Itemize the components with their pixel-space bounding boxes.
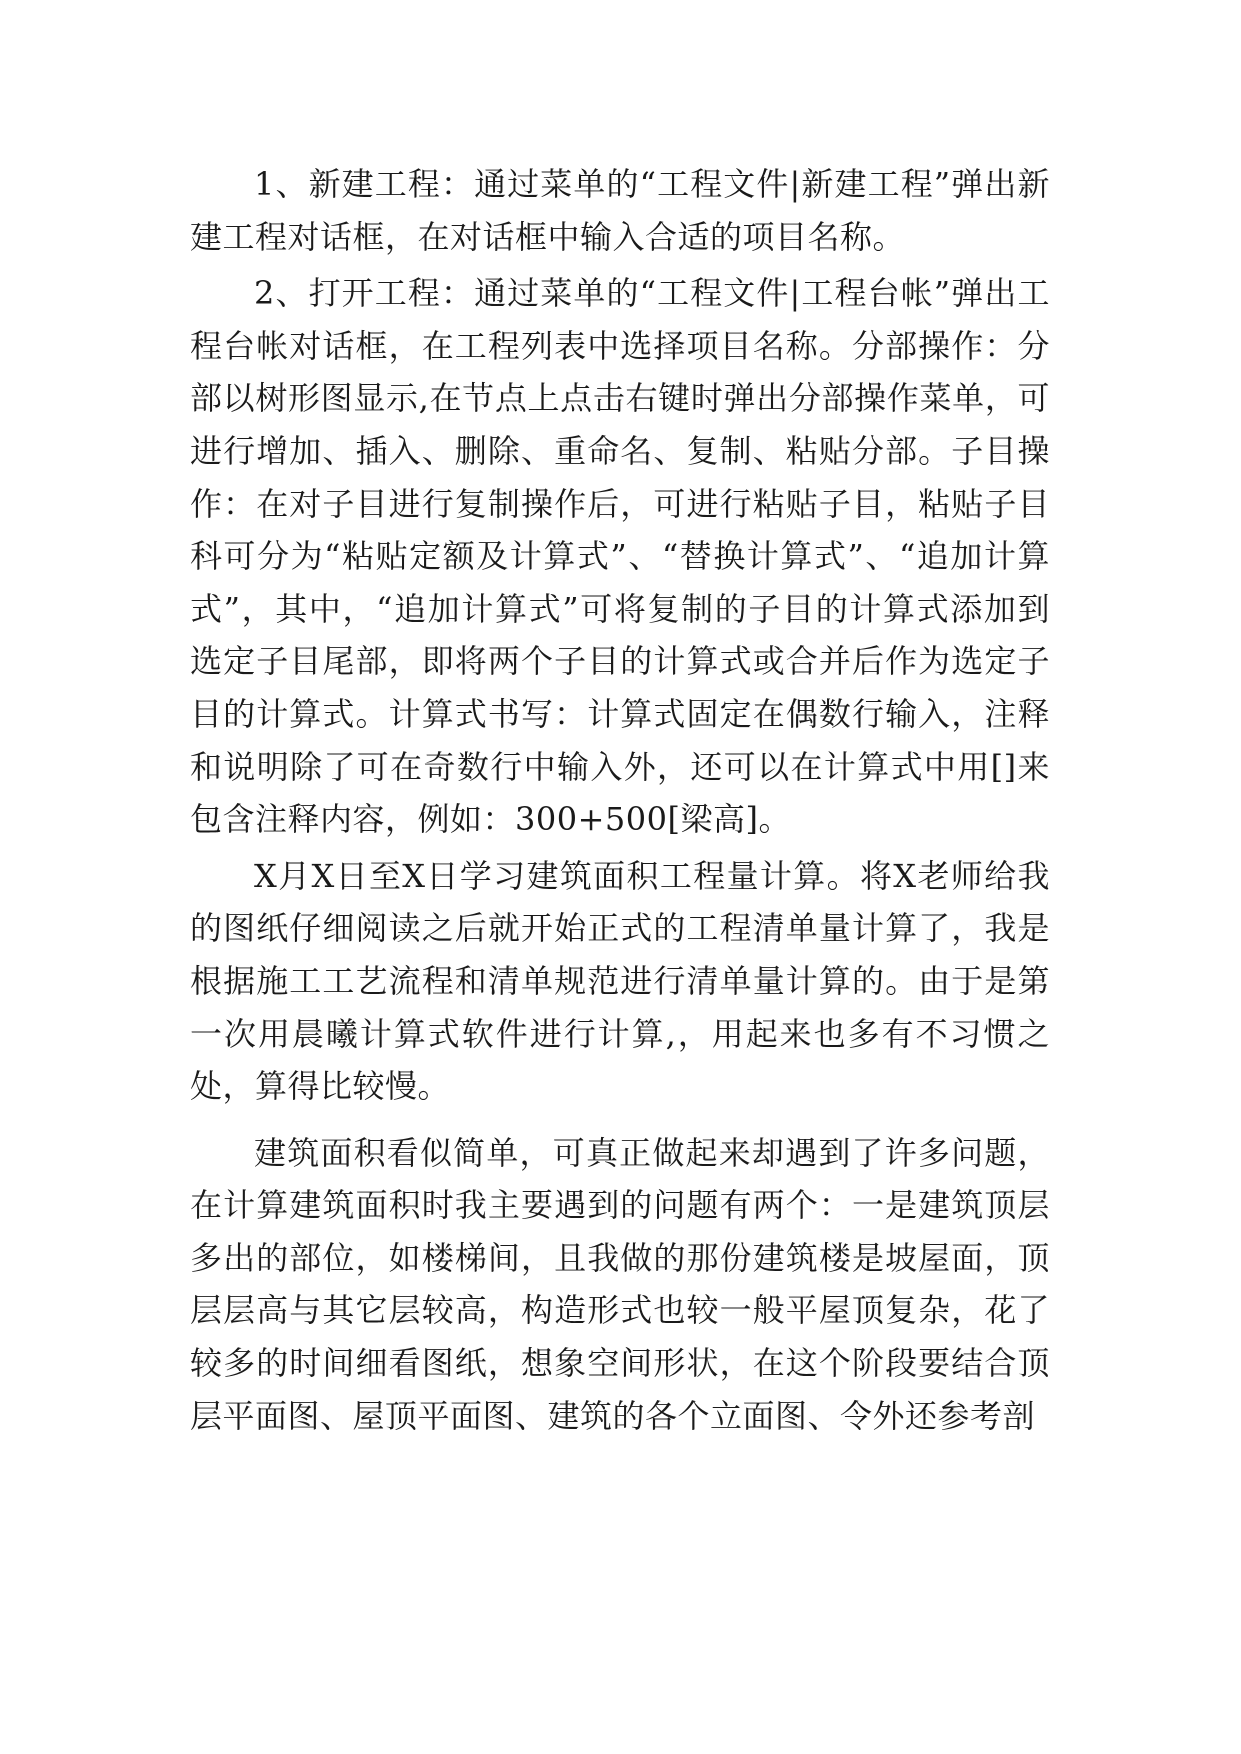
paragraph-new-project: 1、新建工程：通过菜单的“工程文件|新建工程”弹出新建工程对话框，在对话框中输入合适的项目名称。 xyxy=(190,165,1050,256)
paragraph-open-project: 2、打开工程：通过菜单的“工程文件|工程台帐”弹出工程台帐对话框，在工程列表中选择项目名称。分部操作：分部以树形图显示,在节点上点击右键时弹出分部操作菜单，可进行增加、插入、删除、重命名、复制、粘贴分部。子目操作：在对子目进行复制操作后，可进行粘贴子目，粘贴子目科可分为“粘贴定额及计算式”、“替换计算式”、“追加计算式”，其中，“追加计算式”可将复制的子目的计算式添加到选定子目尾部，即将两个子目的计算式或合并后作为选定子目的计算式。计算式书写：计算式固定在偶数行输入，注释和说明除了可在奇数行中输入外，还可以在计算式中用[]来包含注释内容，例如：300+500[梁高]。 xyxy=(190,274,1050,839)
paragraph-area-calculation-problems: 建筑面积看似简单，可真正做起来却遇到了许多问题，在计算建筑面积时我主要遇到的问题有两个：一是建筑顶层多出的部位，如楼梯间，且我做的那份建筑楼是坡屋面，顶层层高与其它层较高，构造形式也较一般平屋顶复杂，花了较多的时间细看图纸，想象空间形状，在这个阶段要结合顶层平面图、屋顶平面图、建筑的各个立面图、令外还参考剖 xyxy=(190,1133,1050,1435)
document-body xyxy=(190,158,1050,1442)
paragraph-area-calculation-study: X月X日至X日学习建筑面积工程量计算。将X老师给我的图纸仔细阅读之后就开始正式的工程清单量计算了，我是根据施工工艺流程和清单规范进行清单量计算的。由于是第一次用晨曦计算式软件进行计算,，用起来也多有不习惯之处，算得比较慢。 xyxy=(190,856,1050,1106)
